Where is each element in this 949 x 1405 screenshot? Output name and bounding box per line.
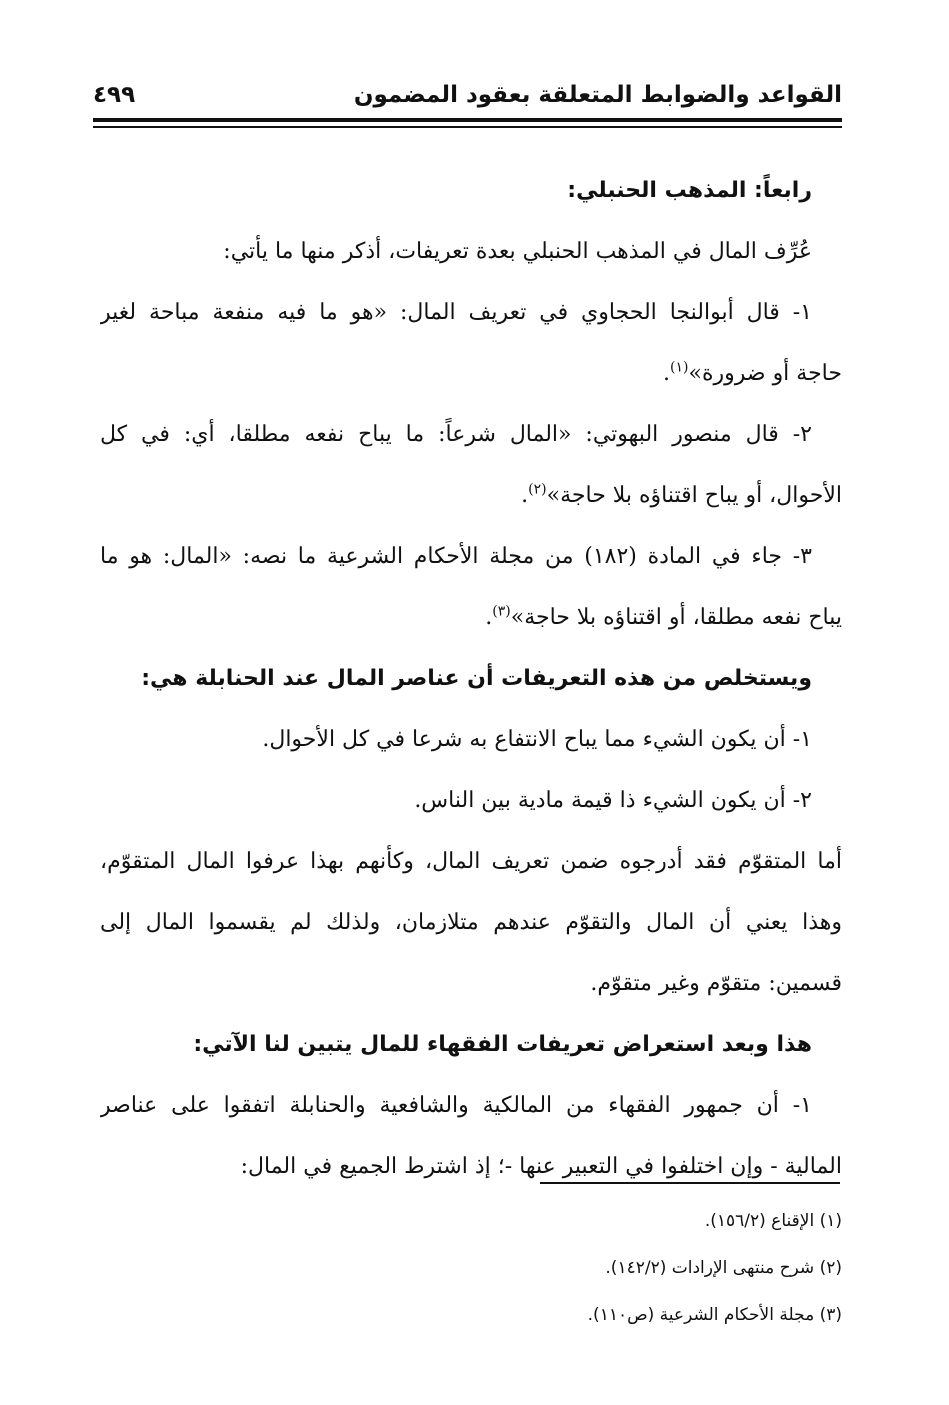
review-heading: هذا وبعد استعراض تعريفات الفقهاء للمال يتبين لنا الآتي: (193, 1032, 812, 1057)
mutaqawwim-line-1: أما المتقوّم فقد أدرجوه ضمن تعريف المال، وكأنهم بهذا عرفوا المال المتقوّم، (100, 849, 842, 874)
intro-paragraph: عُرِّف المال في المذهب الحنبلي بعدة تعريفات، أذكر منها ما يأتي: (223, 239, 812, 264)
footnote-ref-1: (١) (670, 359, 689, 376)
section-heading: رابعاً: المذهب الحنبلي: (567, 178, 812, 203)
running-header (93, 82, 842, 112)
header-rule-thick (93, 118, 842, 122)
page-number: ٤٩٩ (93, 82, 136, 108)
footnote-ref-2: (٢) (528, 481, 547, 498)
footnote-separator (540, 1182, 840, 1184)
running-header-title: القواعد والضوابط المتعلقة بعقود المضمون (353, 82, 842, 108)
main-text (100, 160, 842, 1197)
mutaqawwim-line-3: قسمين: متقوّم وغير متقوّم. (590, 971, 842, 996)
review-1-line-1: ١- أن جمهور الفقهاء من المالكية والشافعية والحنابلة اتفقوا على عناصر (100, 1093, 812, 1118)
mutaqawwim-line-2: وهذا يعني أن المال والتقوّم عندهم متلازمان، ولذلك لم يقسموا المال إلى (100, 910, 842, 935)
footnote-3: (٣) مجلة الأحكام الشرعية (ص١١٠). (587, 1305, 842, 1325)
definition-2-line-1: ٢- قال منصور البهوتي: «المال شرعاً: ما يباح نفعه مطلقا، أي: في كل (100, 422, 812, 447)
definition-2-line-2: الأحوال، أو يباح اقتناؤه بلا حاجة»$^{(٢)}$. (521, 481, 842, 508)
footnote-1: (١) الإقناع (١٥٦/٢). (704, 1211, 842, 1231)
definition-3-line-2: يباح نفعه مطلقا، أو اقتناؤه بلا حاجة»$^{(٣)}$. (485, 603, 842, 630)
footnote-2: (٢) شرح منتهى الإرادات (١٤٢/٢). (605, 1258, 842, 1278)
definition-3-text: يباح نفعه مطلقا، أو اقتناؤه بلا حاجة» (510, 605, 842, 630)
definition-1-line-1: ١- قال أبوالنجا الحجاوي في تعريف المال: «هو ما فيه منفعة مباحة لغير (100, 300, 812, 325)
header-rule-thin (93, 126, 842, 128)
element-2: ٢- أن يكون الشيء ذا قيمة مادية بين الناس. (414, 788, 812, 813)
definition-1-text: حاجة أو ضرورة» (688, 361, 842, 386)
element-1: ١- أن يكون الشيء مما يباح الانتفاع به شرعا في كل الأحوال. (262, 727, 812, 752)
definition-1-line-2: حاجة أو ضرورة»$^{(١)}$. (663, 359, 842, 386)
definition-3-line-1: ٣- جاء في المادة (١٨٢) من مجلة الأحكام الشرعية ما نصه: «المال: هو ما (100, 544, 812, 569)
footnotes (100, 1198, 842, 1339)
review-1-line-2: المالية - وإن اختلفوا في التعبير عنها -؛ إذ اشترط الجميع في المال: (240, 1154, 842, 1179)
footnote-ref-3: (٣) (492, 603, 511, 620)
definition-2-text: الأحوال، أو يباح اقتناؤه بلا حاجة» (546, 483, 842, 508)
elements-heading: ويستخلص من هذه التعريفات أن عناصر المال عند الحنابلة هي: (141, 666, 812, 691)
